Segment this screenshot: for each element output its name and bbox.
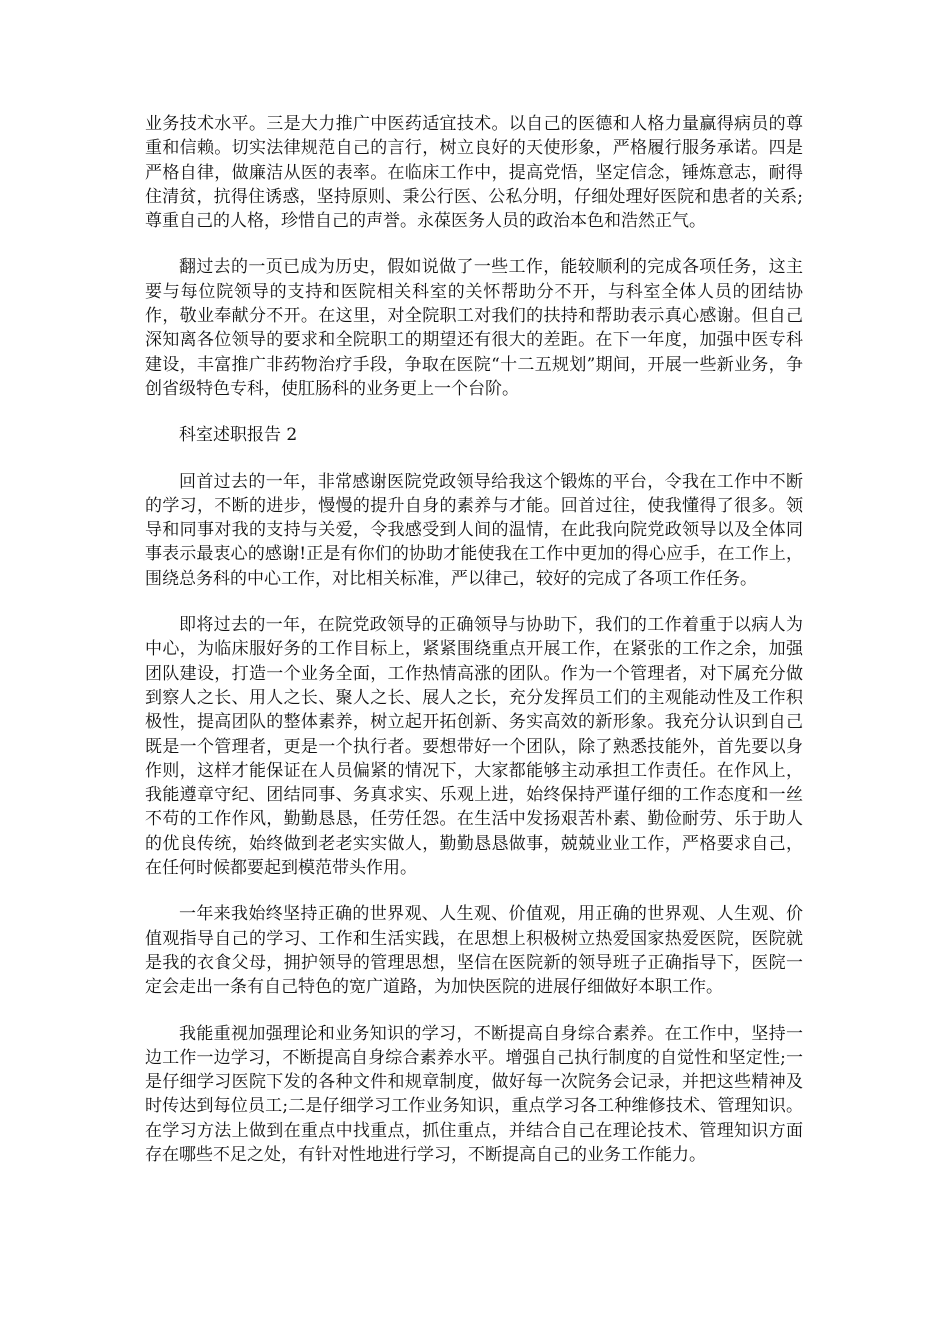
document-page: [145, 112, 803, 1189]
paragraph-learning: 我能重视加强理论和业务知识的学习，不断提高自身综合素养。在工作中，坚持一边工作一边学习，不断提高自身综合素养水平。增强自己执行制度的自觉性和坚定性;一是仔细学习医院下发的各种文件和规章制度，做好每一次院务会记录，并把这些精神及时传达到每位员工;二是仔细学习工作业务知识，重点学习各工种维修技术、管理知识。在学习方法上做到在重点中找重点，抓住重点，并结合自己在理论技术、管理知识方面存在哪些不足之处，有针对性地进行学习，不断提高自己的业务工作能力。: [145, 1023, 803, 1165]
paragraph-team-management: 即将过去的一年，在院党政领导的正确领导与协助下，我们的工作着重于以病人为中心，为临床服好务的工作目标上，紧紧围绕重点开展工作，在紧张的工作之余，加强团队建设，打造一个业务全面，工作热情高涨的团队。作为一个管理者，对下属充分做到察人之长、用人之长、聚人之长、展人之长，充分发挥员工们的主观能动性及工作积极性，提高团队的整体素养，树立起开拓创新、务实高效的新形象。我充分认识到自己既是一个管理者，更是一个执行者。要想带好一个团队，除了熟悉技能外，首先要以身作则，这样才能保证在人员偏紧的情况下，大家都能够主动承担工作责任。在作风上，我能遵章守纪、团结同事、务真求实、乐观上进，始终保持严谨仔细的工作态度和一丝不苟的工作作风，勤勤恳恳，任劳任怨。在生活中发扬艰苦朴素、勤俭耐劳、乐于助人的优良传统，始终做到老老实实做人，勤勤恳恳做事，兢兢业业工作，严格要求自己，在任何时候都要起到模范带头作用。: [145, 615, 803, 879]
paragraph-continued: 业务技术水平。三是大力推广中医药适宜技术。以自己的医德和人格力量赢得病员的尊重和信赖。切实法律规范自己的言行，树立良好的天使形象，严格履行服务承诺。四是严格自律，做廉洁从医的表率。在临床工作中，提高党悟，坚定信念，锤炼意志，耐得住清贫，抗得住诱惑，坚持原则、秉公行医、公私分明，仔细处理好医院和患者的关系;尊重自己的人格，珍惜自己的声誉。永葆医务人员的政治本色和浩然正气。: [145, 114, 803, 232]
paragraph-summary: 翻过去的一页已成为历史，假如说做了一些工作，能较顺利的完成各项任务，这主要与每位院领导的支持和医院相关科室的关怀帮助分不开，与科室全体人员的团结协作，敬业奉献分不开。在这里，对全院职工对我们的扶持和帮助表示真心感谢。但自己深知离各位领导的要求和全院职工的期望还有很大的差距。在下一年度，加强中医专科建设，丰富推广非药物治疗手段，争取在医院“十二五规划”期间，开展一些新业务，争创省级特色专科，使肛肠科的业务更上一个台阶。: [145, 257, 803, 399]
paragraph-review: 回首过去的一年，非常感谢医院党政领导给我这个锻炼的平台，令我在工作中不断的学习，不断的进步，慢慢的提升自身的素养与才能。回首过往，使我懂得了很多。领导和同事对我的支持与关爱，令我感受到人间的温情，在此我向院党政领导以及全体同事表示最衷心的感谢!正是有你们的协助才能使我在工作中更加的得心应手，在工作上，围绕总务科的中心工作，对比相关标准，严以律己，较好的完成了各项工作任务。: [145, 471, 803, 589]
paragraph-values: 一年来我始终坚持正确的世界观、人生观、价值观，用正确的世界观、人生观、价值观指导自己的学习、工作和生活实践，在思想上积极树立热爱国家热爱医院，医院就是我的衣食父母，拥护领导的管理思想，坚信在医院新的领导班子正确指导下，医院一定会走出一条有自己特色的宽广道路，为加快医院的进展仔细做好本职工作。: [145, 904, 803, 998]
section-heading: 科室述职报告 2: [179, 425, 298, 446]
